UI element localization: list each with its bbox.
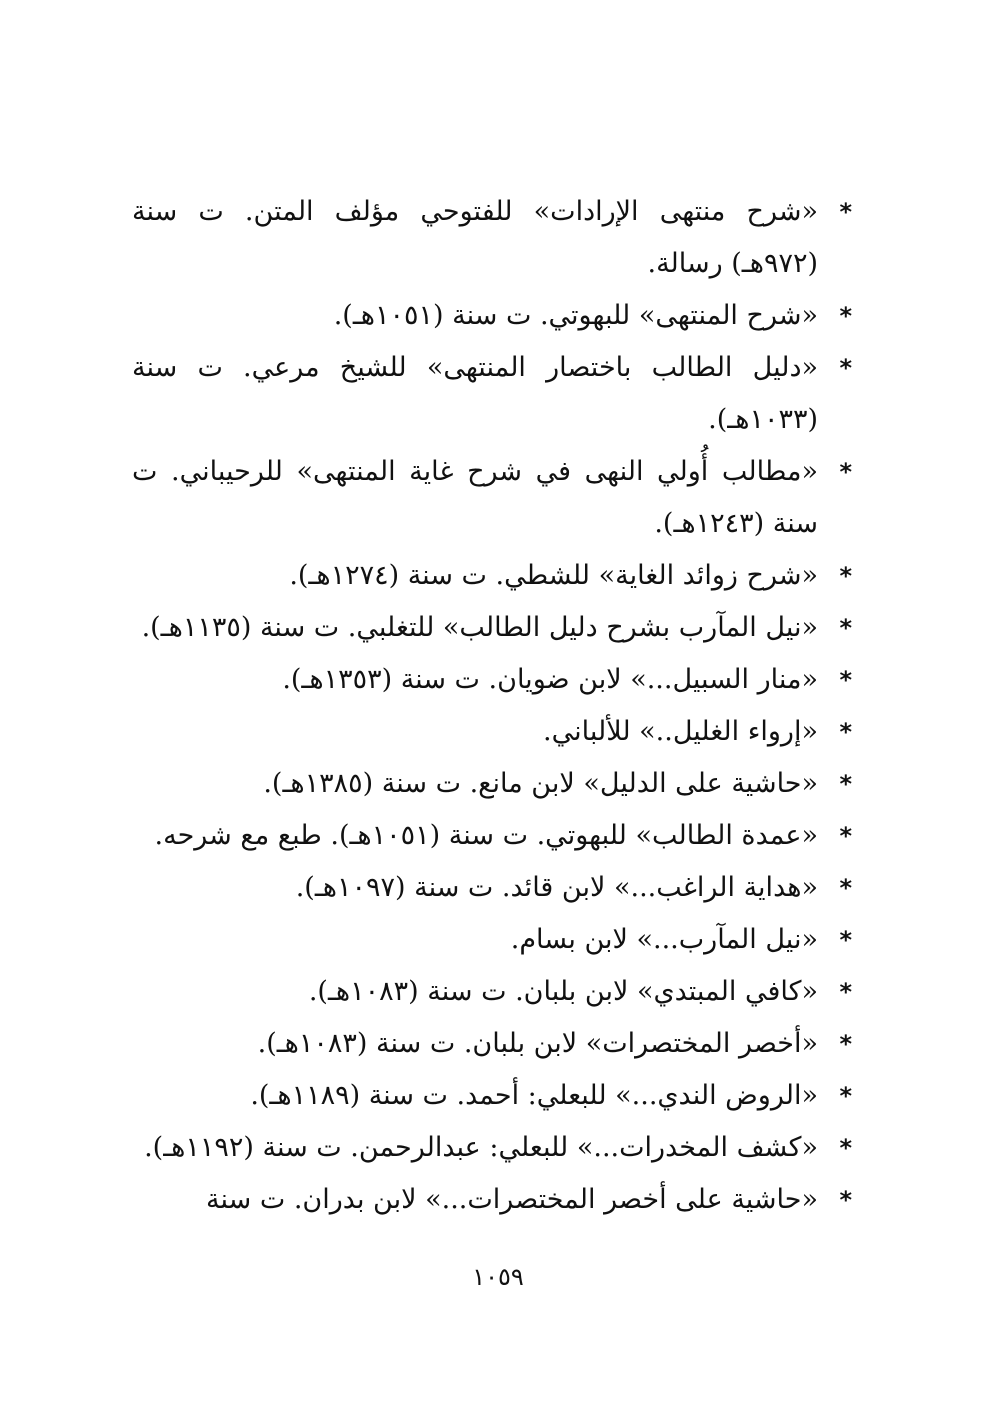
- list-item: [132, 342, 852, 446]
- asterisk-bullet-icon: *: [839, 562, 852, 590]
- entry-text: «عمدة الطالب» للبهوتي. ت سنة (١٠٥١هـ). طبع مع شرحه.: [154, 820, 818, 851]
- entry-text: «حاشية على الدليل» لابن مانع. ت سنة (١٣٨٥هـ).: [263, 768, 818, 799]
- asterisk-bullet-icon: *: [839, 1134, 852, 1162]
- entry-text: «الروض الندي...» للبعلي: أحمد. ت سنة (١١٨٩هـ).: [250, 1080, 818, 1111]
- asterisk-bullet-icon: *: [839, 874, 852, 902]
- entry-text: «كافي المبتدي» لابن بلبان. ت سنة (١٠٨٣هـ).: [308, 976, 818, 1007]
- asterisk-bullet-icon: *: [839, 1030, 852, 1058]
- list-item: [132, 1122, 852, 1174]
- entry-text: «شرح المنتهى» للبهوتي. ت سنة (١٠٥١هـ).: [333, 300, 818, 331]
- entry-text: «نيل المآرب...» لابن بسام.: [510, 924, 818, 955]
- list-item: [132, 1070, 852, 1122]
- asterisk-bullet-icon: *: [839, 302, 852, 330]
- entry-text: «دليل الطالب باختصار المنتهى» للشيخ مرعي. ت سنة (١٠٣٣هـ).: [132, 352, 818, 435]
- list-item: [132, 446, 852, 550]
- entry-text: «حاشية على أخصر المختصرات...» لابن بدران. ت سنة: [206, 1184, 818, 1215]
- asterisk-bullet-icon: *: [839, 770, 852, 798]
- list-item: [132, 862, 852, 914]
- asterisk-bullet-icon: *: [839, 1186, 852, 1214]
- list-item: [132, 290, 852, 342]
- list-item: [132, 966, 852, 1018]
- asterisk-bullet-icon: *: [839, 926, 852, 954]
- asterisk-bullet-icon: *: [839, 666, 852, 694]
- asterisk-bullet-icon: *: [839, 978, 852, 1006]
- list-item: [132, 550, 852, 602]
- entry-text: «شرح منتهى الإرادات» للفتوحي مؤلف المتن. ت سنة (٩٧٢هـ) رسالة.: [132, 196, 818, 279]
- list-item: [132, 914, 852, 966]
- asterisk-bullet-icon: *: [839, 198, 852, 226]
- list-item: [132, 758, 852, 810]
- asterisk-bullet-icon: *: [839, 354, 852, 382]
- list-item: [132, 1174, 852, 1226]
- entry-text: «هداية الراغب...» لابن قائد. ت سنة (١٠٩٧هـ).: [295, 872, 818, 903]
- entry-text: «شرح زوائد الغاية» للشطي. ت سنة (١٢٧٤هـ).: [289, 560, 818, 591]
- entry-text: «نيل المآرب بشرح دليل الطالب» للتغلبي. ت سنة (١١٣٥هـ).: [141, 612, 818, 643]
- entry-text: «كشف المخدرات...» للبعلي: عبدالرحمن. ت سنة (١١٩٢هـ).: [144, 1132, 818, 1163]
- bibliography-list: [132, 186, 852, 1226]
- entry-text: «منار السبيل...» لابن ضويان. ت سنة (١٣٥٣هـ).: [282, 664, 818, 695]
- asterisk-bullet-icon: *: [839, 614, 852, 642]
- page-number: ١٠٥٩: [472, 1263, 524, 1291]
- asterisk-bullet-icon: *: [839, 1082, 852, 1110]
- entry-text: «إرواء الغليل..» للألباني.: [543, 716, 818, 747]
- asterisk-bullet-icon: *: [839, 458, 852, 486]
- asterisk-bullet-icon: *: [839, 718, 852, 746]
- list-item: [132, 1018, 852, 1070]
- asterisk-bullet-icon: *: [839, 822, 852, 850]
- entry-text: «أخصر المختصرات» لابن بلبان. ت سنة (١٠٨٣هـ).: [257, 1028, 818, 1059]
- list-item: [132, 186, 852, 290]
- list-item: [132, 810, 852, 862]
- list-item: [132, 602, 852, 654]
- entry-text: «مطالب أُولي النهى في شرح غاية المنتهى» للرحيباني. ت سنة (١٢٤٣هـ).: [132, 456, 818, 539]
- list-item: [132, 654, 852, 706]
- list-item: [132, 706, 852, 758]
